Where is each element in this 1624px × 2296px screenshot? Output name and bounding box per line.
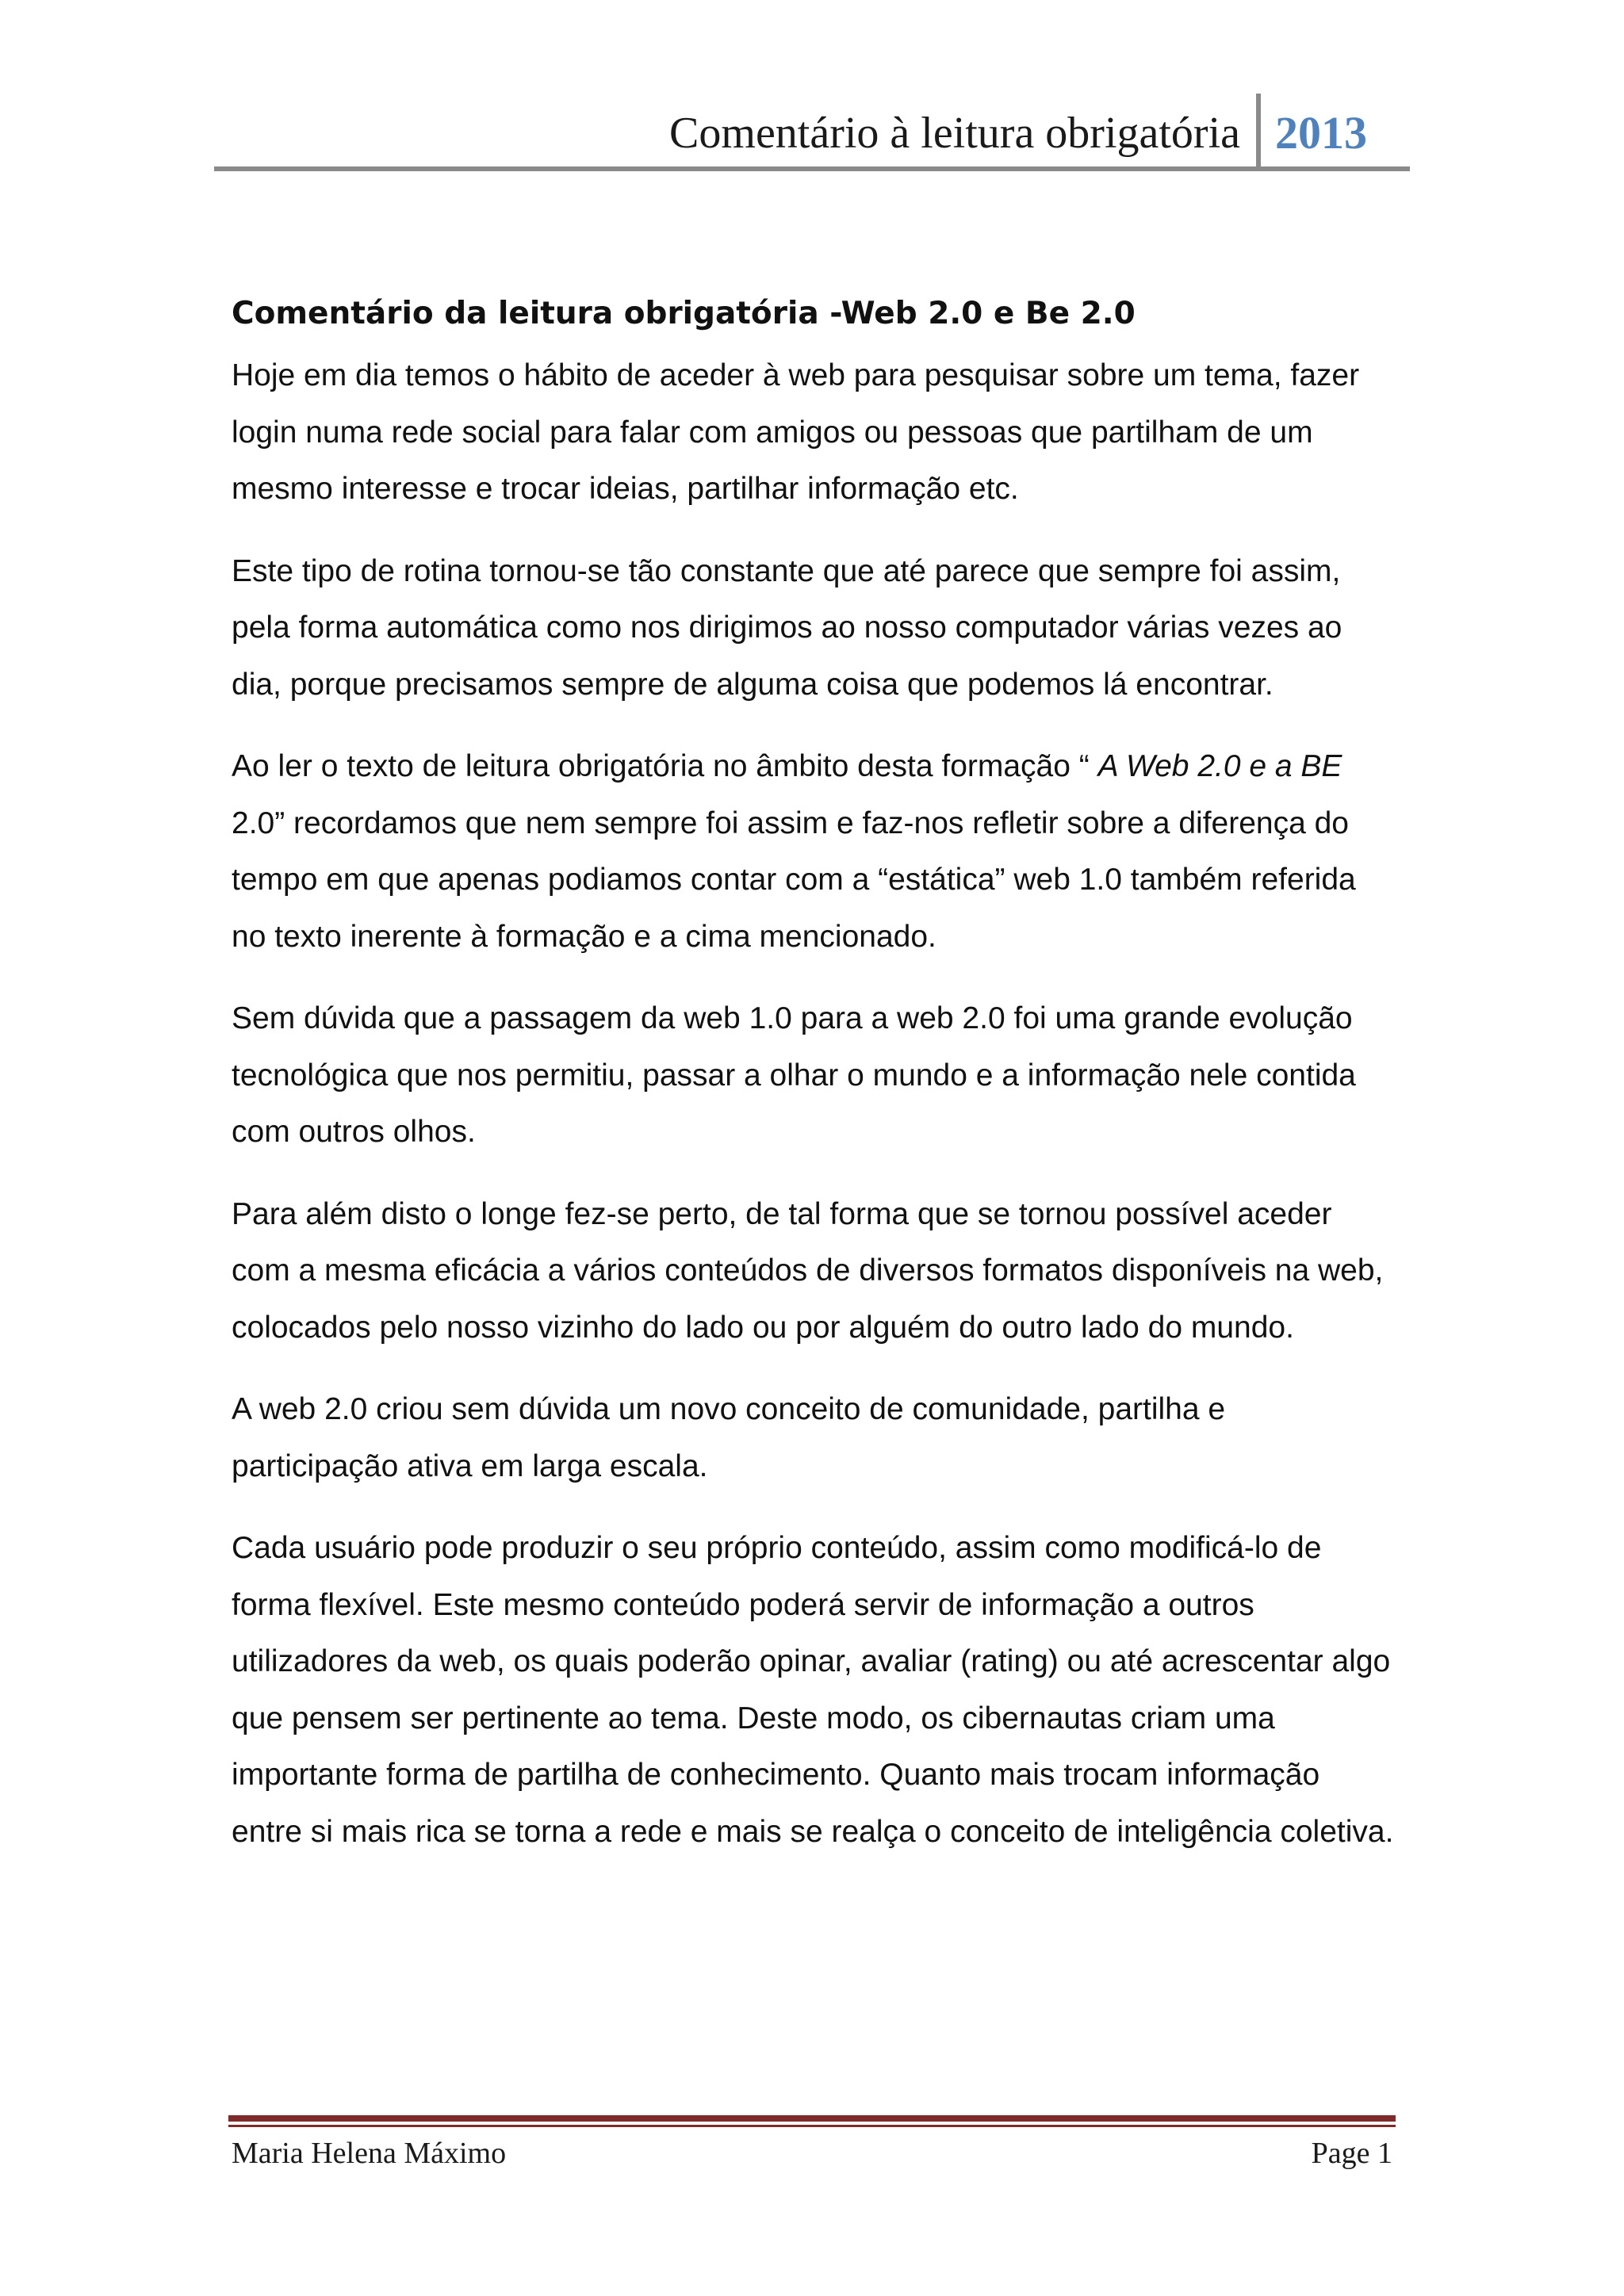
document-heading: Comentário da leitura obrigatória -Web 2.0 e Be 2.0 (232, 296, 1136, 331)
document-body (232, 285, 1397, 1885)
paragraph-2: Este tipo de rotina tornou-se tão constante que até parece que sempre foi assim, pela forma automática como nos dirigimos ao nosso computador várias vezes ao dia, porque precisamos sempre de alguma coisa que podemos lá encontrar. (232, 553, 1342, 702)
paragraph-4: Sem dúvida que a passagem da web 1.0 para a web 2.0 foi uma grande evolução tecnológica que nos permitiu, passar a olhar o mundo e a informação nele contida com outros olhos. (232, 1001, 1356, 1149)
page-header (214, 94, 1410, 173)
paragraph-5: Para além disto o longe fez-se perto, de tal forma que se tornou possível aceder com a mesma eficácia a vários conteúdos de diversos formatos disponíveis na web, colocados pelo nosso vizinho do lado ou por alguém do outro lado do mundo. (232, 1196, 1384, 1345)
footer-rule-thin (228, 2125, 1396, 2127)
paragraph-3 (232, 738, 1397, 965)
paragraph-3-text-after: 2.0” recordamos que nem sempre foi assim e faz-nos refletir sobre a diferença do tempo em que apenas podiamos contar com a “estática” web 1.0 também referida no texto inerente à formação e a cima mencionado. (232, 806, 1356, 954)
paragraph-3-text-before: Ao ler o texto de leitura obrigatória no âmbito desta formação “ (232, 749, 1098, 783)
header-divider (1256, 94, 1261, 170)
paragraph-3-italic-title: A Web 2.0 e a BE (1097, 749, 1342, 783)
header-title: Comentário à leitura obrigatória (669, 109, 1240, 158)
footer-author: Maria Helena Máximo (232, 2137, 507, 2170)
header-rule (214, 166, 1410, 171)
footer-rule (228, 2115, 1396, 2122)
page-number: Page 1 (1311, 2137, 1392, 2170)
header-year: 2013 (1275, 107, 1367, 159)
paragraph-6: A web 2.0 criou sem dúvida um novo conceito de comunidade, partilha e participação ativa em larga escala. (232, 1392, 1226, 1483)
paragraph-7: Cada usuário pode produzir o seu próprio conteúdo, assim como modificá-lo de forma flexível. Este mesmo conteúdo poderá servir de informação a outros utilizadores da web, os quais poderão opinar, avaliar (rating) ou até acrescentar algo que pensem ser pertinente ao tema. Deste modo, os cibernautas criam uma importante forma de partilha de conhecimento. Quanto mais trocam informação entre si mais rica se torna a rede e mais se realça o conceito de inteligência coletiva. (232, 1531, 1394, 1849)
paragraph-1: Hoje em dia temos o hábito de aceder à web para pesquisar sobre um tema, fazer login numa rede social para falar com amigos ou pessoas que partilham de um mesmo interesse e trocar ideias, partilhar informação etc. (232, 358, 1360, 506)
